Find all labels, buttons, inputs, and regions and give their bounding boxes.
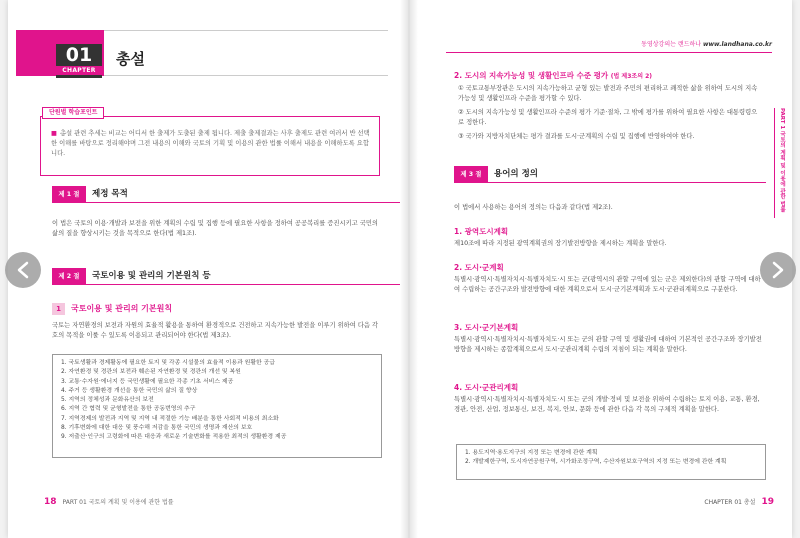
header-url	[641, 40, 772, 49]
principles-list	[52, 354, 382, 458]
page-number: 18	[44, 497, 57, 507]
list-item: 8. 기후변화에 대한 대응 및 풍수해 저감을 통한 국민의 생명과 재산의 보호	[61, 424, 253, 431]
circled-item: ③ 국가와 지방자치단체는 평가 결과를 도시·군계획의 수립 및 집행에 반영하여야 한다.	[458, 133, 695, 140]
section-1-heading	[52, 186, 402, 203]
definition-title: 4. 도시·군관리계획	[454, 383, 519, 392]
learning-point-text: 총설 관련 추세는 비교는 어디서 한 출제가 도출된 출제 됩니다. 제출 출제결과는 사후 출제도 관련 여러서 반 선택한 이해를 바탕으로 정리해야며 그전 내용의 이해와 국토의 기획 및 이용의 관한 법률 이해서 내용을 이해하도록 요합니다.	[51, 130, 370, 157]
header-rule	[446, 52, 772, 53]
definition-body: 제10조에 따라 지정된 광역계획권의 장기발전방향을 제시하는 계획을 말한다.	[454, 240, 667, 247]
definition-body: 특별시·광역시·특별자치시·특별자치도·시 또는 군의 개발·정비 및 보전을 위하여 수립하는 토지 이용, 교통, 환경, 경관, 안전, 산업, 정보통신, 보건, 복지, 안보, 문화 등에 관한 다음 각 목의 구체적 계획을 말한다.	[454, 396, 760, 413]
running-footer: PART 01 국토의 계획 및 이용에 관한 법률	[62, 499, 174, 506]
circled-item: ② 도시의 지속가능성 및 생활인프라 수준의 평가 기준·절차, 그 밖에 평가를 위하여 필요한 사항은 대통령령으로 정한다.	[458, 109, 758, 126]
section-3-heading	[454, 166, 766, 183]
right-page	[426, 0, 792, 538]
subheading-ref: (법 제3조의 2)	[610, 73, 652, 80]
list-item: 9. 저출산·인구의 고령화에 따른 대응과 새로운 기술변화를 적용한 최적의 생활환경 제공	[61, 434, 287, 441]
list-item: 6. 지역 간 협력 및 균형발전을 통한 공동번영의 추구	[61, 406, 196, 413]
list-item: 1. 국토생활과 경제활동에 필요한 토지 및 각종 시설물의 효율적 이용과 원활한 공급	[61, 360, 275, 366]
bullet-icon: ■	[51, 130, 57, 137]
section-rule	[488, 182, 766, 183]
definition-title: 1. 광역도시계획	[454, 227, 509, 236]
running-footer: CHAPTER 01 총설	[704, 499, 756, 506]
section-1-body: 이 법은 국토의 이용·개발과 보전을 위한 계획의 수립 및 집행 등에 필요한 사항을 정하여 공공복리를 증진시키고 국민의 삶의 질을 향상시키는 것을 목적으로 한다(법 제1조).	[52, 220, 379, 237]
section-title: 용어의 정의	[494, 169, 539, 179]
definition-body: 특별시·광역시·특별자치시·특별자치도·시 또는 군(광역시의 관할 구역에 있는 군은 제외한다)의 관할 구역에 대하여 수립하는 공간구조와 발전방향에 대한 계획으로서 도시·군기본계획과 도시·군관리계획으로 구분한다.	[454, 276, 761, 293]
next-page-button[interactable]	[760, 252, 796, 288]
definition-title: 3. 도시·군기본계획	[454, 323, 519, 332]
section-title: 제정 목적	[92, 189, 128, 199]
learning-point-box	[40, 116, 380, 176]
list-item: 7. 지역경제의 발전과 지역 및 지역 내 적절한 기능 배분을 통한 사회적 비용의 최소화	[61, 415, 279, 422]
section-rule	[86, 284, 402, 285]
right-footer	[704, 496, 774, 510]
chapter-badge	[56, 44, 102, 78]
part-side-tab: PART 1 국토의 계획 및 이용에 관한 법률	[774, 108, 786, 218]
left-page	[16, 0, 396, 538]
chapter-label: CHAPTER	[56, 66, 102, 75]
list-item: 4. 주거 등 생활환경 개선을 통한 국민의 삶의 질 향상	[61, 387, 198, 394]
chevron-left-icon	[15, 261, 31, 279]
subheading-sustainability	[454, 70, 652, 82]
header-url-prefix: 동영상강의는 랜드하나	[641, 41, 702, 48]
book-spread	[8, 0, 792, 538]
list-item: 3. 교통·수자원·에너지 등 국민생활에 필요한 각종 기초 서비스 제공	[61, 378, 234, 385]
list-item: 5. 지역의 정체성과 문화유산의 보전	[61, 397, 154, 404]
section-tag: 제 3 절	[454, 166, 488, 183]
definition-title: 2. 도시·군계획	[454, 263, 504, 272]
section-rule	[86, 202, 402, 203]
section-title: 국토이용 및 관리의 기본원칙 등	[92, 271, 211, 281]
list-item: 2. 개발제한구역, 도시자연공원구역, 시가화조정구역, 수산자원보호구역의 지정 또는 변경에 관한 계획	[465, 459, 727, 466]
definitions-intro: 이 법에서 사용하는 용어의 정의는 다음과 같다(법 제2조).	[454, 204, 613, 211]
subheading-number: 2.	[454, 71, 463, 80]
list-item: 2. 자연환경 및 경관의 보전과 훼손된 자연환경 및 경관의 개선 및 복원	[61, 369, 241, 376]
circled-item: ① 국토교통부장관은 도시의 지속가능하고 균형 있는 발전과 주민의 편리하고 쾌적한 삶을 위하여 도시의 지속가능성 및 생활인프라 수준을 평가할 수 있다.	[458, 85, 758, 102]
book-gutter	[400, 0, 418, 538]
left-footer	[44, 496, 174, 510]
chevron-right-icon	[770, 261, 786, 279]
previous-page-button[interactable]	[5, 252, 41, 288]
definition-body: 특별시·광역시·특별자치시·특별자치도·시 또는 군의 관할 구역 및 생활권에 대하여 기본적인 공간구조와 장기발전방향을 제시하는 종합계획으로서 도시·군관리계획 수립의 지침이 되는 계획을 말한다.	[454, 336, 762, 353]
list-item: 1. 용도지역·용도지구의 지정 또는 변경에 관한 계획	[465, 450, 598, 456]
chapter-title: 총설	[116, 50, 145, 68]
plan-types-box	[456, 444, 766, 480]
subsection-number: 1	[52, 303, 65, 315]
subsection-title: 국토이용 및 관리의 기본원칙	[71, 304, 173, 313]
subheading-title: 도시의 지속가능성 및 생활인프라 수준 평가	[464, 71, 609, 80]
section-tag: 제 2 절	[52, 268, 86, 285]
learning-point-tag: 단원별 학습포인트	[42, 107, 104, 119]
page-number: 19	[761, 497, 774, 507]
section-2-heading	[52, 268, 402, 285]
subsection-1-heading	[52, 303, 382, 316]
chapter-number: 01	[65, 44, 93, 66]
header-url-link: www.landhana.co.kr	[702, 41, 772, 48]
subsection-1-body: 국토는 자연환경의 보전과 자원의 효율적 활용을 통하여 환경적으로 건전하고 지속가능한 발전을 이루기 위하여 다음 각 호의 목적을 이룰 수 있도록 이용되고 관리되어야 한다(법 제3조).	[52, 322, 379, 339]
section-tag: 제 1 절	[52, 186, 86, 203]
